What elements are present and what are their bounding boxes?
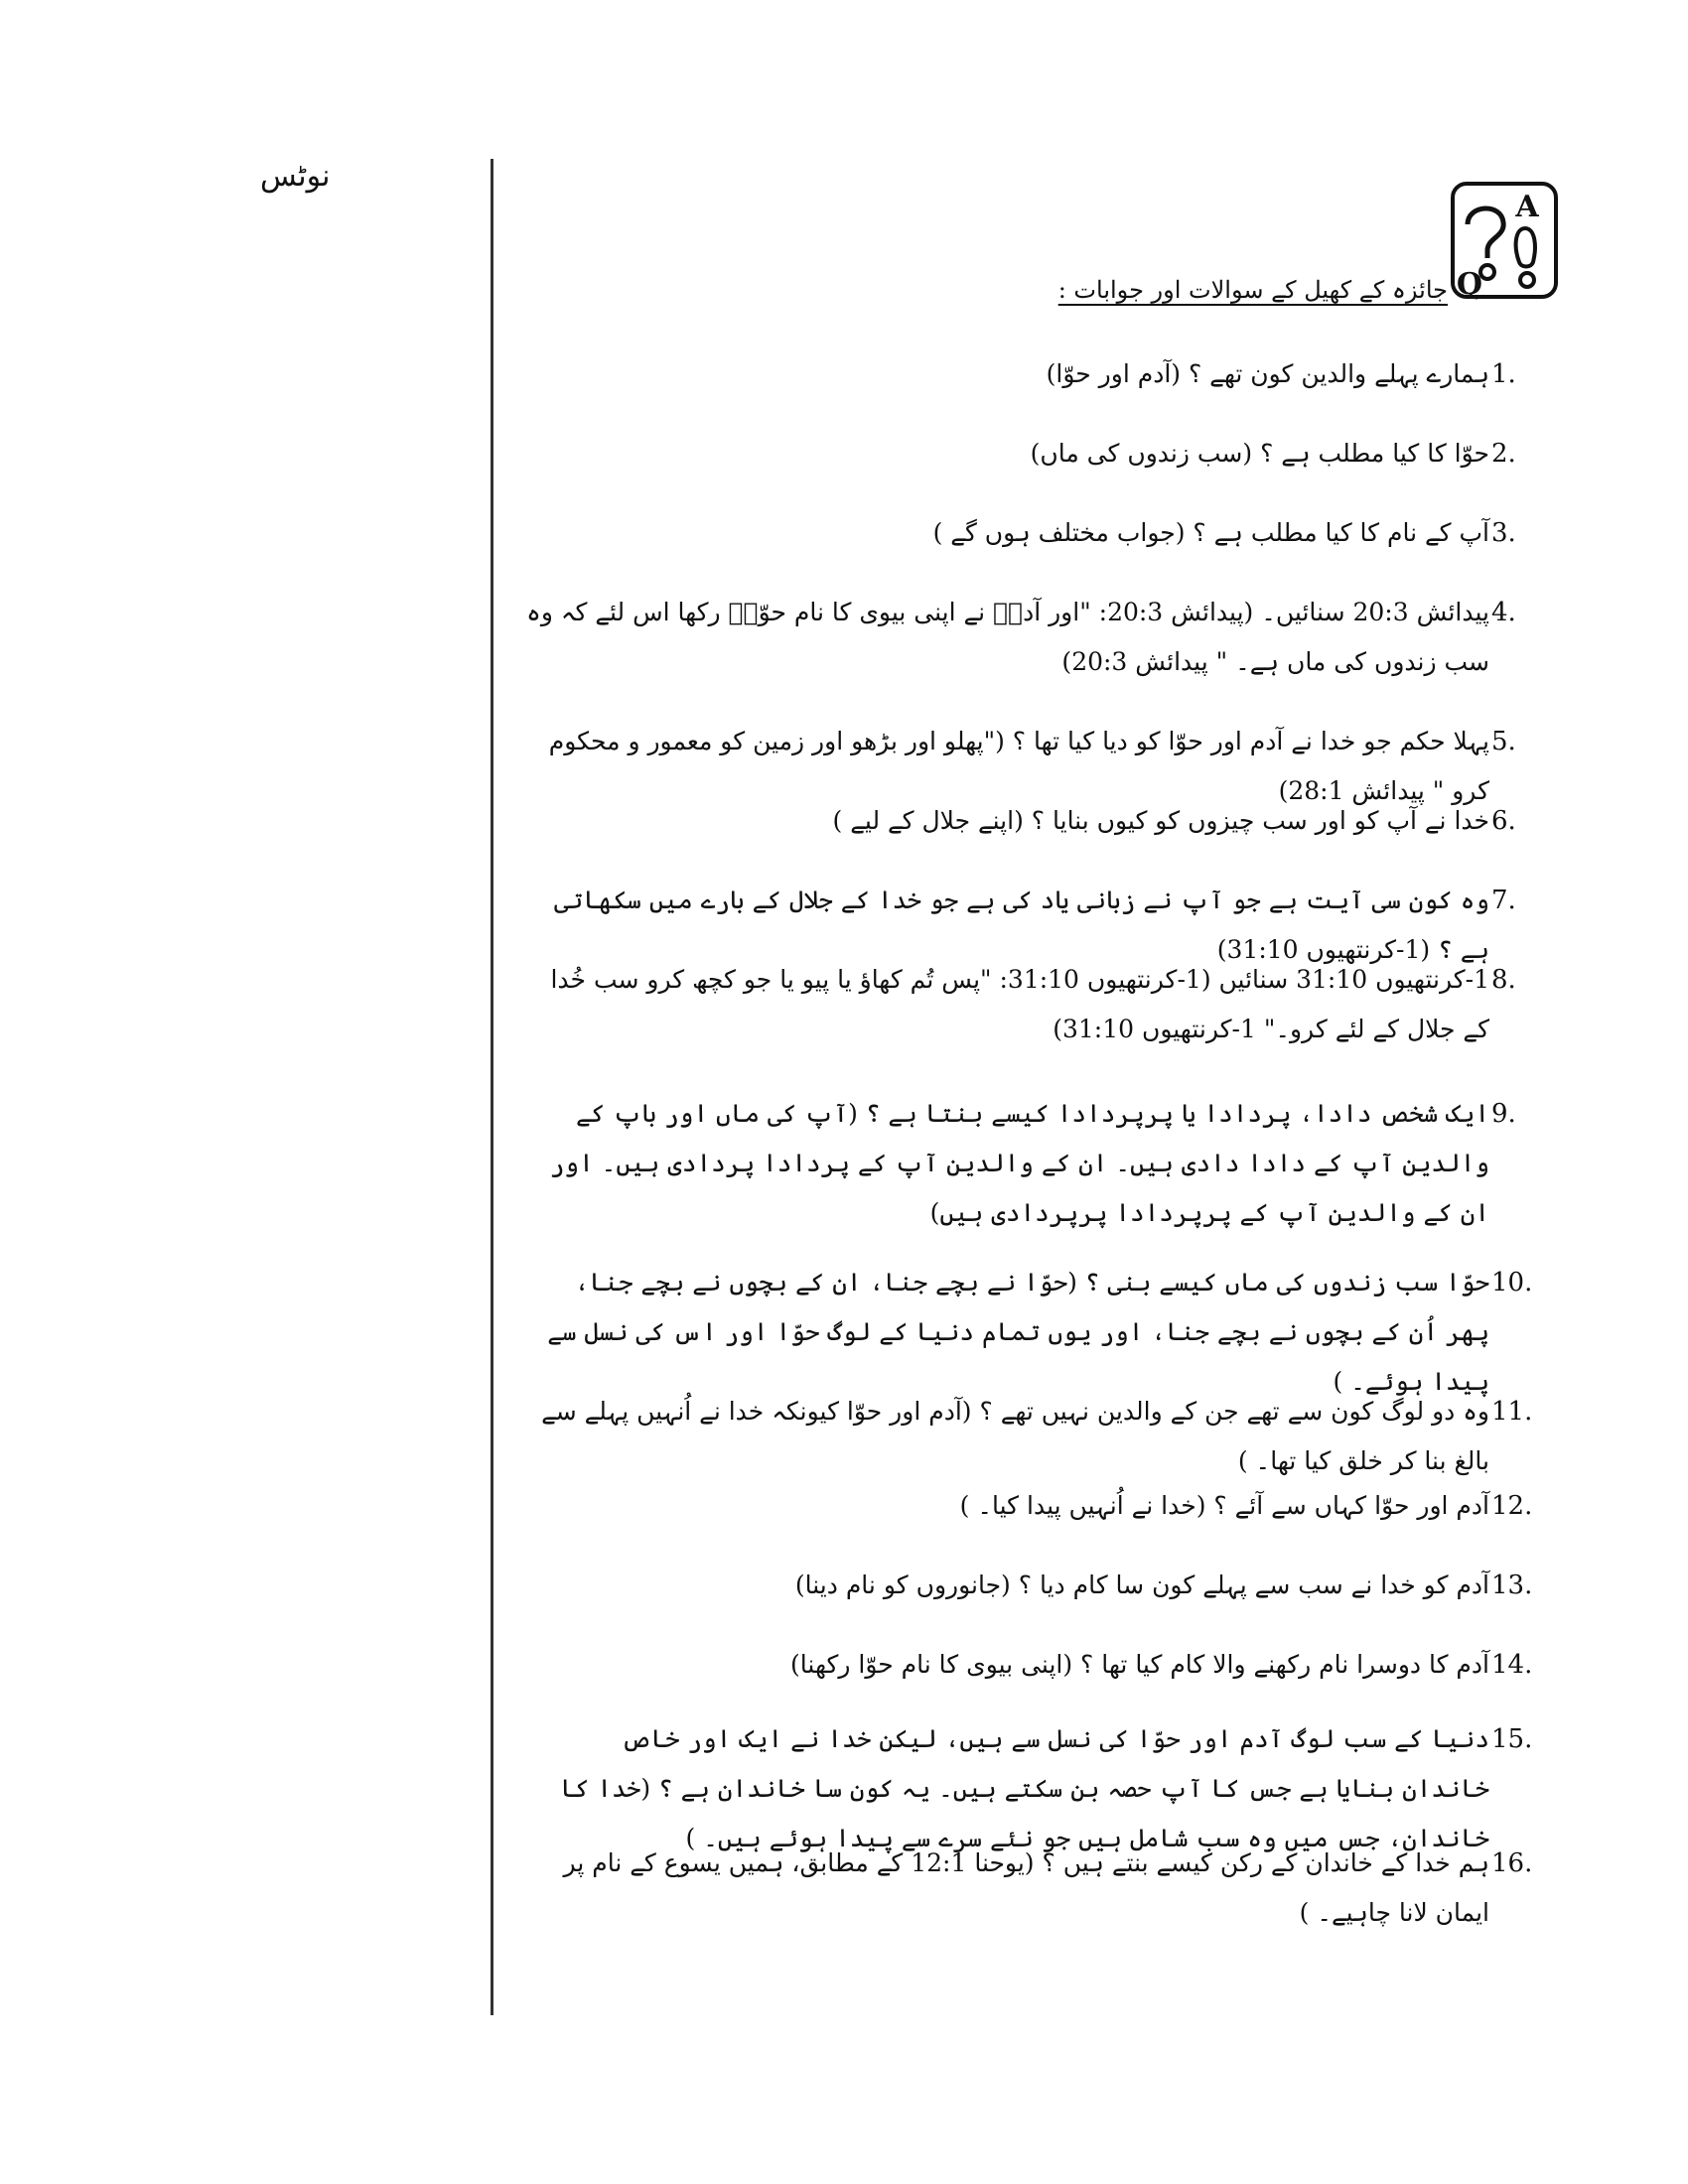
question-text: پہلا حکم جو خدا نے آدم اور حوّا کو دیا کیا تھا ؟ ("پھلو اور بڑھو اور زمین کو معمور و محکوم کرو " پیدائش 28:1) — [548, 727, 1489, 805]
question-text: خدا نے آپ کو اور سب چیزوں کو کیوں بنایا ؟ (اپنے جلال کے لیے ) — [832, 806, 1489, 835]
logo-letter-q: Q — [1456, 267, 1483, 300]
question-text: آدم اور حوّا کہاں سے آئے ؟ (خدا نے اُنہیں پیدا کیا۔ ) — [959, 1491, 1489, 1520]
question-text: حوّا سب زندوں کی ماں کیسے بنی ؟ (حوّا نے بچے جنا، ان کے بچوں نے بچے جنا، پھر اُن کے بچوں نے بچے جنا، اور یوں تمام دنیا کے لوگ حوّا اور اس کی نسل سے پیدا ہوئے۔ ) — [547, 1268, 1489, 1396]
notes-label: نوٹس — [260, 159, 331, 194]
question-number: 11. — [1491, 1397, 1533, 1427]
question-item — [526, 588, 1549, 687]
question-item — [526, 429, 1549, 478]
question-item — [526, 349, 1549, 399]
question-number: 13. — [1491, 1570, 1533, 1600]
question-item — [526, 1561, 1549, 1610]
question-item — [526, 955, 1549, 1054]
question-number: 1. — [1491, 359, 1516, 389]
question-item — [526, 1258, 1549, 1407]
question-number: 3. — [1491, 518, 1516, 548]
question-item — [526, 1481, 1549, 1531]
question-number: 10. — [1491, 1268, 1533, 1297]
question-item — [526, 508, 1549, 558]
question-number: 6. — [1491, 806, 1516, 836]
question-number: 7. — [1491, 886, 1516, 915]
question-item — [526, 1839, 1549, 1938]
logo-letter-a: A — [1515, 190, 1539, 224]
question-text: ہم خدا کے خاندان کے رکن کیسے بنتے ہیں ؟ (یوحنا 12:1 کے مطابق، ہمیں یسوع کے نام پر ایمان لانا چاہیے۔ ) — [563, 1848, 1489, 1927]
question-text: 1-کرنتھیوں 31:10 سنائیں (1-کرنتھیوں 31:10: "پس تُم کھاؤ یا پیو یا جو کچھ کرو سب خُدا کے جلال کے لئے کرو۔" 1-کرنتھیوں 31:10) — [550, 965, 1489, 1043]
question-number: 5. — [1491, 727, 1516, 756]
question-text: آدم کا دوسرا نام رکھنے والا کام کیا تھا ؟ (اپنی بیوی کا نام حوّا رکھنا) — [790, 1650, 1489, 1679]
section-title: جائزہ کے کھیل کے سوالات اور جوابات : — [1057, 276, 1448, 304]
question-item — [526, 1089, 1549, 1238]
question-number: 16. — [1491, 1848, 1533, 1878]
question-number: 15. — [1491, 1724, 1533, 1754]
question-answer-icon — [1450, 181, 1559, 300]
question-number: 9. — [1491, 1099, 1516, 1129]
question-text: دنیا کے سب لوگ آدم اور حوّا کی نسل سے ہیں، لیکن خدا نے ایک اور خاص خاندان بنایا ہے جس کا آپ حصہ بن سکتے ہیں۔ یہ کون سا خاندان ہے ؟ (خدا کا خاندان، جس میں وہ سب شامل ہیں جو نئے سرے سے پیدا ہوئے ہیں۔ ) — [560, 1724, 1489, 1852]
section-header — [1057, 181, 1559, 315]
question-item — [526, 1640, 1549, 1690]
question-text: پیدائش 20:3 سنائیں۔ (پیدائش 20:3: "اور آدمؔ نے اپنی بیوی کا نام حوّاؔ رکھا اس لئے کہ وہ سب زندوں کی ماں ہے۔ " پیدائش 20:3) — [526, 598, 1489, 676]
question-number: 2. — [1491, 439, 1516, 469]
column-divider — [491, 159, 493, 2015]
question-text: حوّا کا کیا مطلب ہے ؟ (سب زندوں کی ماں) — [1030, 439, 1489, 468]
question-number: 12. — [1491, 1491, 1533, 1521]
question-text: ہمارے پہلے والدین کون تھے ؟ (آدم اور حوّا) — [1046, 359, 1489, 388]
question-text: وہ کون سی آیت ہے جو آپ نے زبانی یاد کی ہے جو خدا کے جلال کے بارے میں سکھاتی ہے ؟ (1-کرنتھیوں 31:10) — [553, 886, 1489, 964]
question-text: ایک شخص دادا، پردادا یا پرپردادا کیسے بنتا ہے ؟ (آپ کی ماں اور باپ کے والدین آپ کے دادا دادی ہیں۔ ان کے والدین آپ کے پردادا پردادی ہیں۔ اور ان کے والدین آپ کے پرپردادا پرپردادی ہیں) — [549, 1099, 1489, 1227]
question-number: 4. — [1491, 598, 1516, 627]
question-number: 14. — [1491, 1650, 1533, 1680]
question-item — [526, 1387, 1549, 1486]
question-item — [526, 796, 1549, 846]
question-text: آدم کو خدا نے سب سے پہلے کون سا کام دیا ؟ (جانوروں کو نام دینا) — [794, 1570, 1489, 1599]
question-text: وہ دو لوگ کون سے تھے جن کے والدین نہیں تھے ؟ (آدم اور حوّا کیونکہ خدا نے اُنہیں پہلے سے بالغ بنا کر خلق کیا تھا۔ ) — [541, 1397, 1489, 1475]
question-text: آپ کے نام کا کیا مطلب ہے ؟ (جواب مختلف ہوں گے ) — [932, 518, 1489, 547]
question-number: 8. — [1491, 965, 1516, 995]
